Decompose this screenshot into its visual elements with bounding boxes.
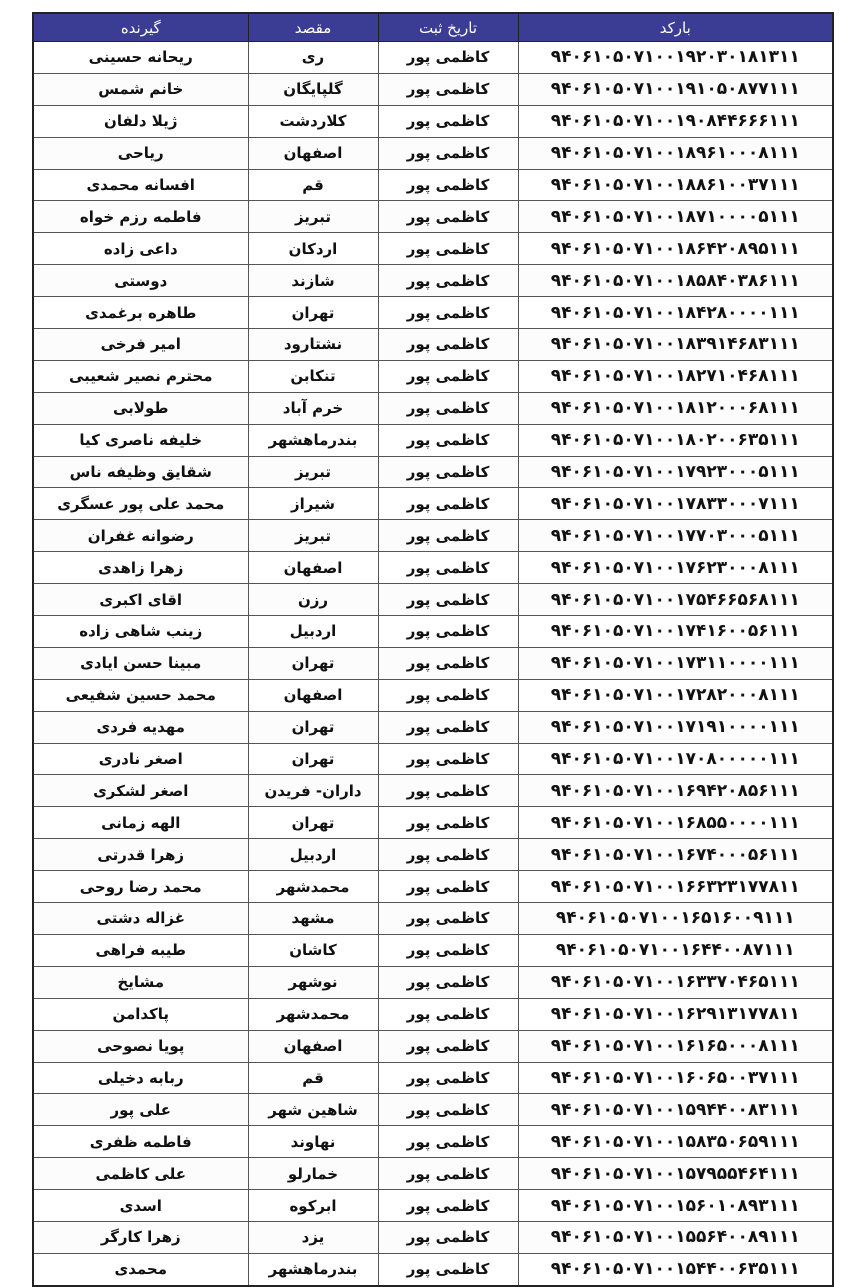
destination-cell: تبریز bbox=[248, 520, 378, 552]
date-cell: کاظمی پور bbox=[378, 201, 518, 233]
recipient-cell: دوستی bbox=[33, 265, 248, 297]
date-cell: کاظمی پور bbox=[378, 871, 518, 903]
table-row bbox=[33, 42, 833, 74]
destination-cell: تهران bbox=[248, 807, 378, 839]
table-row bbox=[33, 456, 833, 488]
date-cell: کاظمی پور bbox=[378, 584, 518, 616]
recipient-cell: محمد علی پور عسگری bbox=[33, 488, 248, 520]
table-row bbox=[33, 392, 833, 424]
date-cell: کاظمی پور bbox=[378, 424, 518, 456]
date-cell: کاظمی پور bbox=[378, 903, 518, 935]
table-row bbox=[33, 743, 833, 775]
destination-cell: شاهین شهر bbox=[248, 1094, 378, 1126]
recipient-cell: علی کاظمی bbox=[33, 1158, 248, 1190]
table-row bbox=[33, 137, 833, 169]
barcode-cell: ۹۴۰۶۱۰۵۰۷۱۰۰۱۷۱۹۱۰۰۰۰۱۱۱ bbox=[518, 711, 833, 743]
date-cell: کاظمی پور bbox=[378, 679, 518, 711]
col-header-barcode: بارکد bbox=[518, 13, 833, 42]
destination-cell: ابرکوه bbox=[248, 1190, 378, 1222]
recipient-cell: علی پور bbox=[33, 1094, 248, 1126]
barcode-cell: ۹۴۰۶۱۰۵۰۷۱۰۰۱۹۲۰۳۰۱۸۱۳۱۱ bbox=[518, 42, 833, 74]
recipient-cell: اقای اکبری bbox=[33, 584, 248, 616]
destination-cell: قم bbox=[248, 1062, 378, 1094]
barcode-cell: ۹۴۰۶۱۰۵۰۷۱۰۰۱۶۲۹۱۳۱۷۷۸۱۱ bbox=[518, 998, 833, 1030]
date-cell: کاظمی پور bbox=[378, 743, 518, 775]
recipient-cell: طیبه فراهی bbox=[33, 934, 248, 966]
table-row bbox=[33, 616, 833, 648]
destination-cell: کاشان bbox=[248, 934, 378, 966]
barcode-cell: ۹۴۰۶۱۰۵۰۷۱۰۰۱۸۸۶۱۰۰۳۷۱۱۱ bbox=[518, 169, 833, 201]
barcode-cell: ۹۴۰۶۱۰۵۰۷۱۰۰۱۷۸۳۳۰۰۰۷۱۱۱ bbox=[518, 488, 833, 520]
destination-cell: تهران bbox=[248, 647, 378, 679]
recipient-cell: محمدی bbox=[33, 1253, 248, 1285]
barcode-cell: ۹۴۰۶۱۰۵۰۷۱۰۰۱۵۷۹۵۵۴۶۴۱۱۱ bbox=[518, 1158, 833, 1190]
barcode-cell: ۹۴۰۶۱۰۵۰۷۱۰۰۱۷۶۲۳۰۰۰۸۱۱۱ bbox=[518, 552, 833, 584]
recipient-cell: اسدی bbox=[33, 1190, 248, 1222]
recipient-cell: ربابه دخیلی bbox=[33, 1062, 248, 1094]
recipient-cell: محمد حسین شفیعی bbox=[33, 679, 248, 711]
barcode-cell: ۹۴۰۶۱۰۵۰۷۱۰۰۱۸۶۴۲۰۸۹۵۱۱۱ bbox=[518, 233, 833, 265]
barcode-cell: ۹۴۰۶۱۰۵۰۷۱۰۰۱۵۴۴۰۰۶۳۵۱۱۱ bbox=[518, 1253, 833, 1285]
date-cell: کاظمی پور bbox=[378, 329, 518, 361]
date-cell: کاظمی پور bbox=[378, 775, 518, 807]
barcode-cell: ۹۴۰۶۱۰۵۰۷۱۰۰۱۶۷۴۰۰۰۵۶۱۱۱ bbox=[518, 839, 833, 871]
destination-cell: مشهد bbox=[248, 903, 378, 935]
recipient-cell: طولابی bbox=[33, 392, 248, 424]
barcode-cell: ۹۴۰۶۱۰۵۰۷۱۰۰۱۷۲۸۲۰۰۰۸۱۱۱ bbox=[518, 679, 833, 711]
destination-cell: اردبیل bbox=[248, 839, 378, 871]
date-cell: کاظمی پور bbox=[378, 1190, 518, 1222]
barcode-cell: ۹۴۰۶۱۰۵۰۷۱۰۰۱۶۹۴۲۰۸۵۶۱۱۱ bbox=[518, 775, 833, 807]
table-row bbox=[33, 679, 833, 711]
recipient-cell: زینب شاهی زاده bbox=[33, 616, 248, 648]
date-cell: کاظمی پور bbox=[378, 807, 518, 839]
barcode-cell: ۹۴۰۶۱۰۵۰۷۱۰۰۱۸۵۸۴۰۳۸۶۱۱۱ bbox=[518, 265, 833, 297]
date-cell: کاظمی پور bbox=[378, 360, 518, 392]
barcode-cell: ۹۴۰۶۱۰۵۰۷۱۰۰۱۹۰۸۴۴۶۶۶۱۱۱ bbox=[518, 105, 833, 137]
table-row bbox=[33, 424, 833, 456]
date-cell: کاظمی پور bbox=[378, 1094, 518, 1126]
table-row bbox=[33, 903, 833, 935]
recipient-cell: ژیلا دلفان bbox=[33, 105, 248, 137]
recipient-cell: طاهره برغمدی bbox=[33, 297, 248, 329]
barcode-cell: ۹۴۰۶۱۰۵۰۷۱۰۰۱۸۷۱۰۰۰۰۵۱۱۱ bbox=[518, 201, 833, 233]
date-cell: کاظمی پور bbox=[378, 1126, 518, 1158]
table-row bbox=[33, 934, 833, 966]
destination-cell: تبریز bbox=[248, 201, 378, 233]
destination-cell: بندرماهشهر bbox=[248, 424, 378, 456]
table-row bbox=[33, 966, 833, 998]
table-row bbox=[33, 233, 833, 265]
destination-cell: اصفهان bbox=[248, 1030, 378, 1062]
table-row bbox=[33, 297, 833, 329]
recipient-cell: رضوانه غفران bbox=[33, 520, 248, 552]
barcode-cell: ۹۴۰۶۱۰۵۰۷۱۰۰۱۷۵۴۶۶۵۶۸۱۱۱ bbox=[518, 584, 833, 616]
recipient-cell: زهرا زاهدی bbox=[33, 552, 248, 584]
barcode-cell: ۹۴۰۶۱۰۵۰۷۱۰۰۱۵۶۰۱۰۸۹۳۱۱۱ bbox=[518, 1190, 833, 1222]
recipient-cell: محمد رضا روحی bbox=[33, 871, 248, 903]
table-row bbox=[33, 105, 833, 137]
destination-cell: تهران bbox=[248, 297, 378, 329]
barcode-cell: ۹۴۰۶۱۰۵۰۷۱۰۰۱۷۰۸۰۰۰۰۰۱۱۱ bbox=[518, 743, 833, 775]
recipient-cell: شقایق وظیفه ناس bbox=[33, 456, 248, 488]
recipient-cell: مشایخ bbox=[33, 966, 248, 998]
destination-cell: تهران bbox=[248, 743, 378, 775]
date-cell: کاظمی پور bbox=[378, 1253, 518, 1285]
date-cell: کاظمی پور bbox=[378, 456, 518, 488]
date-cell: کاظمی پور bbox=[378, 616, 518, 648]
recipient-cell: افسانه محمدی bbox=[33, 169, 248, 201]
recipient-cell: خلیفه ناصری کیا bbox=[33, 424, 248, 456]
destination-cell: یزد bbox=[248, 1221, 378, 1253]
destination-cell: شیراز bbox=[248, 488, 378, 520]
table-row bbox=[33, 1126, 833, 1158]
barcode-cell: ۹۴۰۶۱۰۵۰۷۱۰۰۱۵۸۳۵۰۶۵۹۱۱۱ bbox=[518, 1126, 833, 1158]
table-row bbox=[33, 520, 833, 552]
destination-cell: خرم آباد bbox=[248, 392, 378, 424]
table-row bbox=[33, 711, 833, 743]
barcode-cell: ۹۴۰۶۱۰۵۰۷۱۰۰۱۶۴۴۰۰۸۷۱۱۱ bbox=[518, 934, 833, 966]
recipient-cell: محترم نصیر شعیبی bbox=[33, 360, 248, 392]
date-cell: کاظمی پور bbox=[378, 488, 518, 520]
destination-cell: تنکابن bbox=[248, 360, 378, 392]
destination-cell: قم bbox=[248, 169, 378, 201]
recipient-cell: پاکدامن bbox=[33, 998, 248, 1030]
destination-cell: اصفهان bbox=[248, 137, 378, 169]
destination-cell: داران- فریدن bbox=[248, 775, 378, 807]
barcode-cell: ۹۴۰۶۱۰۵۰۷۱۰۰۱۷۹۲۳۰۰۰۵۱۱۱ bbox=[518, 456, 833, 488]
barcode-cell: ۹۴۰۶۱۰۵۰۷۱۰۰۱۵۹۴۴۰۰۸۳۱۱۱ bbox=[518, 1094, 833, 1126]
shipment-table bbox=[32, 12, 834, 1287]
date-cell: کاظمی پور bbox=[378, 552, 518, 584]
table-row bbox=[33, 1030, 833, 1062]
destination-cell: محمدشهر bbox=[248, 998, 378, 1030]
date-cell: کاظمی پور bbox=[378, 966, 518, 998]
table-row bbox=[33, 360, 833, 392]
destination-cell: بندرماهشهر bbox=[248, 1253, 378, 1285]
date-cell: کاظمی پور bbox=[378, 392, 518, 424]
barcode-cell: ۹۴۰۶۱۰۵۰۷۱۰۰۱۸۰۲۰۰۶۳۵۱۱۱ bbox=[518, 424, 833, 456]
recipient-cell: پویا نصوحی bbox=[33, 1030, 248, 1062]
date-cell: کاظمی پور bbox=[378, 647, 518, 679]
destination-cell: شازند bbox=[248, 265, 378, 297]
table-row bbox=[33, 1158, 833, 1190]
recipient-cell: الهه زمانی bbox=[33, 807, 248, 839]
destination-cell: اصفهان bbox=[248, 552, 378, 584]
barcode-cell: ۹۴۰۶۱۰۵۰۷۱۰۰۱۶۳۳۷۰۴۶۵۱۱۱ bbox=[518, 966, 833, 998]
recipient-cell: مهدیه فردی bbox=[33, 711, 248, 743]
date-cell: کاظمی پور bbox=[378, 233, 518, 265]
table-body bbox=[33, 42, 833, 1286]
table-row bbox=[33, 73, 833, 105]
table-row bbox=[33, 329, 833, 361]
table-row bbox=[33, 169, 833, 201]
destination-cell: نشتارود bbox=[248, 329, 378, 361]
recipient-cell: اصغر لشکری bbox=[33, 775, 248, 807]
recipient-cell: غزاله دشتی bbox=[33, 903, 248, 935]
destination-cell: اردبیل bbox=[248, 616, 378, 648]
recipient-cell: فاطمه رزم خواه bbox=[33, 201, 248, 233]
barcode-cell: ۹۴۰۶۱۰۵۰۷۱۰۰۱۸۳۹۱۴۶۸۳۱۱۱ bbox=[518, 329, 833, 361]
table-row bbox=[33, 265, 833, 297]
barcode-cell: ۹۴۰۶۱۰۵۰۷۱۰۰۱۸۱۲۰۰۰۶۸۱۱۱ bbox=[518, 392, 833, 424]
date-cell: کاظمی پور bbox=[378, 105, 518, 137]
table-row bbox=[33, 647, 833, 679]
date-cell: کاظمی پور bbox=[378, 42, 518, 74]
barcode-cell: ۹۴۰۶۱۰۵۰۷۱۰۰۱۸۴۲۸۰۰۰۰۱۱۱ bbox=[518, 297, 833, 329]
destination-cell: اردکان bbox=[248, 233, 378, 265]
destination-cell: تبریز bbox=[248, 456, 378, 488]
table-row bbox=[33, 1094, 833, 1126]
recipient-cell: زهرا کارگر bbox=[33, 1221, 248, 1253]
recipient-cell: فاطمه ظفری bbox=[33, 1126, 248, 1158]
barcode-cell: ۹۴۰۶۱۰۵۰۷۱۰۰۱۷۳۱۱۰۰۰۰۱۱۱ bbox=[518, 647, 833, 679]
date-cell: کاظمی پور bbox=[378, 1030, 518, 1062]
recipient-cell: اصغر نادری bbox=[33, 743, 248, 775]
date-cell: کاظمی پور bbox=[378, 711, 518, 743]
col-header-destination: مقصد bbox=[248, 13, 378, 42]
barcode-cell: ۹۴۰۶۱۰۵۰۷۱۰۰۱۷۴۱۶۰۰۵۶۱۱۱ bbox=[518, 616, 833, 648]
destination-cell: اصفهان bbox=[248, 679, 378, 711]
table-row bbox=[33, 775, 833, 807]
date-cell: کاظمی پور bbox=[378, 137, 518, 169]
table-row bbox=[33, 807, 833, 839]
destination-cell: کلاردشت bbox=[248, 105, 378, 137]
date-cell: کاظمی پور bbox=[378, 297, 518, 329]
barcode-cell: ۹۴۰۶۱۰۵۰۷۱۰۰۱۸۲۷۱۰۴۶۸۱۱۱ bbox=[518, 360, 833, 392]
table-row bbox=[33, 1190, 833, 1222]
col-header-recipient: گیرنده bbox=[33, 13, 248, 42]
table-row bbox=[33, 839, 833, 871]
recipient-cell: داعی زاده bbox=[33, 233, 248, 265]
col-header-date: تاریخ ثبت bbox=[378, 13, 518, 42]
recipient-cell: ریحانه حسینی bbox=[33, 42, 248, 74]
date-cell: کاظمی پور bbox=[378, 934, 518, 966]
table-row bbox=[33, 584, 833, 616]
barcode-cell: ۹۴۰۶۱۰۵۰۷۱۰۰۱۶۱۶۵۰۰۰۸۱۱۱ bbox=[518, 1030, 833, 1062]
recipient-cell: خانم شمس bbox=[33, 73, 248, 105]
date-cell: کاظمی پور bbox=[378, 839, 518, 871]
table-row bbox=[33, 488, 833, 520]
date-cell: کاظمی پور bbox=[378, 1221, 518, 1253]
destination-cell: ری bbox=[248, 42, 378, 74]
barcode-cell: ۹۴۰۶۱۰۵۰۷۱۰۰۱۶۵۱۶۰۰۹۱۱۱ bbox=[518, 903, 833, 935]
table-row bbox=[33, 201, 833, 233]
date-cell: کاظمی پور bbox=[378, 169, 518, 201]
recipient-cell: امیر فرخی bbox=[33, 329, 248, 361]
table-row bbox=[33, 1221, 833, 1253]
date-cell: کاظمی پور bbox=[378, 520, 518, 552]
recipient-cell: مبینا حسن ایادی bbox=[33, 647, 248, 679]
barcode-cell: ۹۴۰۶۱۰۵۰۷۱۰۰۱۵۵۶۴۰۰۸۹۱۱۱ bbox=[518, 1221, 833, 1253]
date-cell: کاظمی پور bbox=[378, 73, 518, 105]
destination-cell: محمدشهر bbox=[248, 871, 378, 903]
table-row bbox=[33, 1253, 833, 1285]
barcode-cell: ۹۴۰۶۱۰۵۰۷۱۰۰۱۸۹۶۱۰۰۰۸۱۱۱ bbox=[518, 137, 833, 169]
recipient-cell: زهرا قدرتی bbox=[33, 839, 248, 871]
barcode-cell: ۹۴۰۶۱۰۵۰۷۱۰۰۱۷۷۰۳۰۰۰۵۱۱۱ bbox=[518, 520, 833, 552]
destination-cell: گلپایگان bbox=[248, 73, 378, 105]
date-cell: کاظمی پور bbox=[378, 998, 518, 1030]
table-row bbox=[33, 552, 833, 584]
barcode-cell: ۹۴۰۶۱۰۵۰۷۱۰۰۱۶۰۶۵۰۰۳۷۱۱۱ bbox=[518, 1062, 833, 1094]
destination-cell: نوشهر bbox=[248, 966, 378, 998]
destination-cell: رزن bbox=[248, 584, 378, 616]
recipient-cell: ریاحی bbox=[33, 137, 248, 169]
header-row bbox=[33, 13, 833, 42]
destination-cell: تهران bbox=[248, 711, 378, 743]
date-cell: کاظمی پور bbox=[378, 1062, 518, 1094]
table-row bbox=[33, 998, 833, 1030]
table-row bbox=[33, 871, 833, 903]
destination-cell: خمارلو bbox=[248, 1158, 378, 1190]
date-cell: کاظمی پور bbox=[378, 1158, 518, 1190]
destination-cell: نهاوند bbox=[248, 1126, 378, 1158]
table-row bbox=[33, 1062, 833, 1094]
barcode-cell: ۹۴۰۶۱۰۵۰۷۱۰۰۱۶۸۵۵۰۰۰۰۱۱۱ bbox=[518, 807, 833, 839]
barcode-cell: ۹۴۰۶۱۰۵۰۷۱۰۰۱۶۶۳۲۳۱۷۷۸۱۱ bbox=[518, 871, 833, 903]
barcode-cell: ۹۴۰۶۱۰۵۰۷۱۰۰۱۹۱۰۵۰۸۷۷۱۱۱ bbox=[518, 73, 833, 105]
date-cell: کاظمی پور bbox=[378, 265, 518, 297]
table-header bbox=[33, 13, 833, 42]
